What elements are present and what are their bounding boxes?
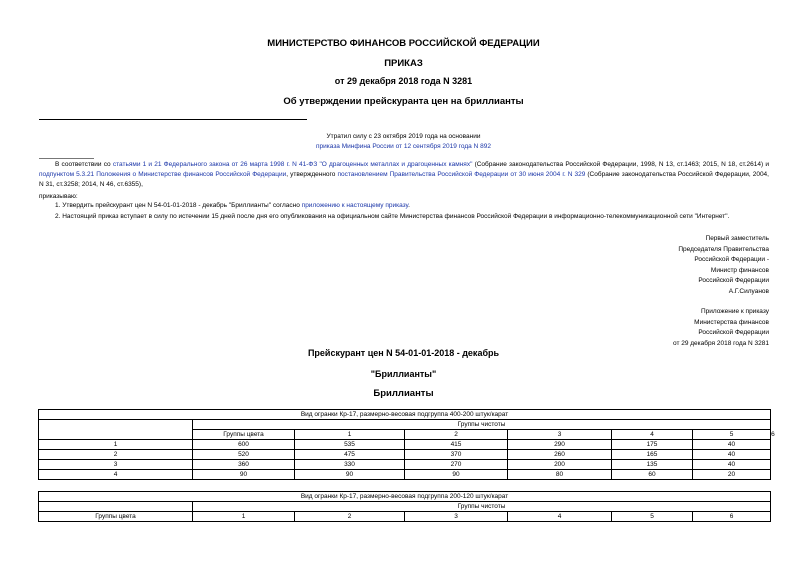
doc-type-heading: ПРИКАЗ [384,58,423,69]
clarity-header: Группы чистоты [193,502,771,512]
status-link[interactable]: приказа Минфина России от 12 сентября 2019 года N 892 [316,143,491,150]
appendix-line: от 29 декабря 2018 года N 3281 [672,339,769,347]
price-cell: 80 [508,470,612,480]
price-cell: 535 [295,440,405,450]
order-item-text: . [408,202,410,209]
order-word: приказываю: [39,193,78,200]
table-row [39,470,771,480]
color-group-cell: 3 [39,460,193,470]
price-cell: 40 [693,450,771,460]
appendix-line: Приложение к приказу [700,308,769,315]
doc-date-number: от 29 декабря 2018 года N 3281 [334,76,473,86]
price-cell: 415 [405,440,508,450]
appendix-link[interactable]: приложению к настоящему приказу [301,202,409,209]
table-caption: Вид огранки Кр-17, размерно-весовая подгруппа 400-200 штук/карат [39,410,771,420]
price-cell: 360 [193,460,295,470]
price-cell: 90 [295,470,405,480]
signature-line: Российской Федерации - [694,256,769,264]
table-row [39,460,771,470]
appendix-block [569,307,769,349]
signature-line: Председателя Правительства [678,245,769,253]
signature-line: Министр финансов [710,266,769,274]
order-item-2: 2. Настоящий приказ вступает в силу по истечении 15 дней после дня его опубликования на официальном сайте Министерства финансов Российской Федерации в информационно-телекоммуникационной сети "Интернет". [55,213,730,220]
column-header: 5 [612,512,693,522]
regulation-link[interactable]: подпунктом 5.3.21 Положения о Министерстве финансов Российской Федерации [39,171,287,178]
price-cell: 175 [612,440,693,450]
preamble-text: (Собрание законодательства Российской Федерации, 1998, N 13, ст.1463; 2015, N 18, ст.2614) и [472,161,769,168]
law-link[interactable]: статьями 1 и 21 Федерального закона от 26 марта 1998 г. N 41-ФЗ "О драгоценных металлах и драгоценных камнях" [112,161,473,168]
column-header: 2 [405,430,508,440]
color-group-cell: 4 [39,470,193,480]
appendix-line: Российской Федерации [698,329,769,337]
price-cell: 60 [612,470,693,480]
price-cell: 475 [295,450,405,460]
column-header: 5 [693,430,771,440]
preamble-paragraph [39,160,769,190]
column-header: 4 [612,430,693,440]
section-title: Бриллианты [373,388,434,399]
price-cell: 520 [193,450,295,460]
column-header: 6 [693,512,771,522]
table-caption: Вид огранки Кр-17, размерно-весовая подгруппа 200-120 штук/карат [39,492,771,502]
color-header: Группы цвета [39,512,193,522]
price-cell: 40 [693,440,771,450]
column-header: 4 [508,512,612,522]
status-note: Утратил силу с 23 октября 2019 года на основании [326,133,481,140]
column-header: 1 [193,512,295,522]
price-cell: 200 [508,460,612,470]
price-cell: 90 [405,470,508,480]
color-group-cell: 2 [39,450,193,460]
price-cell: 290 [508,440,612,450]
price-cell: 90 [193,470,295,480]
price-cell: 370 [405,450,508,460]
corner-cell [39,502,193,512]
column-header: 3 [508,430,612,440]
order-item-text: 1. Утвердить прейскурант цен N 54-01-01-2018 - декабрь "Бриллианты" согласно [55,202,302,209]
signature-block [569,234,769,298]
header-divider [39,119,307,120]
preamble-text: (Собрание законодательства Российской Федерации, 2004, N 31, ст.3258; 2014, N 46, ст.6355), [39,171,769,188]
color-group-cell: 1 [39,440,193,450]
pricelist-title: Прейскурант цен N 54-01-01-2018 - декабрь [307,348,500,358]
price-cell: 40 [693,460,771,470]
price-cell: 270 [405,460,508,470]
column-header: 2 [295,512,405,522]
signatory-name: А.Г.Силуанов [728,287,769,295]
preamble-text: , утвержденного [286,171,338,178]
column-header: 3 [405,512,508,522]
price-table-400-200: Вид огранки Кр-17, размерно-весовая подгруппа 400-200 штук/карат Группы чистоты Группы цвета 1 2 3 4 5 6 1 600 535 415 290 175 40 2 520 475 370 260 165 40 3 360 330 270 200 135 40 4 90 90 90 80 60 20 [38,409,771,480]
doc-subject: Об утверждении прейскуранта цен на бриллианты [283,96,524,107]
price-table-200-120 [38,491,771,522]
signature-line: Первый заместитель [705,235,769,242]
price-cell: 330 [295,460,405,470]
clarity-header: Группы чистоты [193,420,771,430]
column-header: 1 [295,430,405,440]
price-cell: 165 [612,450,693,460]
price-cell: 260 [508,450,612,460]
corner-cell [39,420,193,440]
price-cell: 135 [612,460,693,470]
signature-line: Российской Федерации [698,277,769,285]
order-item-1 [39,201,769,211]
ministry-heading: МИНИСТЕРСТВО ФИНАНСОВ РОССИЙСКОЙ ФЕДЕРАЦИИ [267,38,540,49]
preamble-text: В соответствии со [55,161,113,168]
status-divider [39,158,94,159]
table-row [39,450,771,460]
decree-link[interactable]: постановлением Правительства Российской Федерации от 30 июня 2004 г. N 329 [337,171,586,178]
price-cell: 20 [693,470,771,480]
color-header: Группы цвета [193,430,295,440]
table-row [39,440,771,450]
appendix-line: Министерства финансов [694,318,769,326]
pricelist-name: "Бриллианты" [370,369,437,379]
price-cell: 600 [193,440,295,450]
